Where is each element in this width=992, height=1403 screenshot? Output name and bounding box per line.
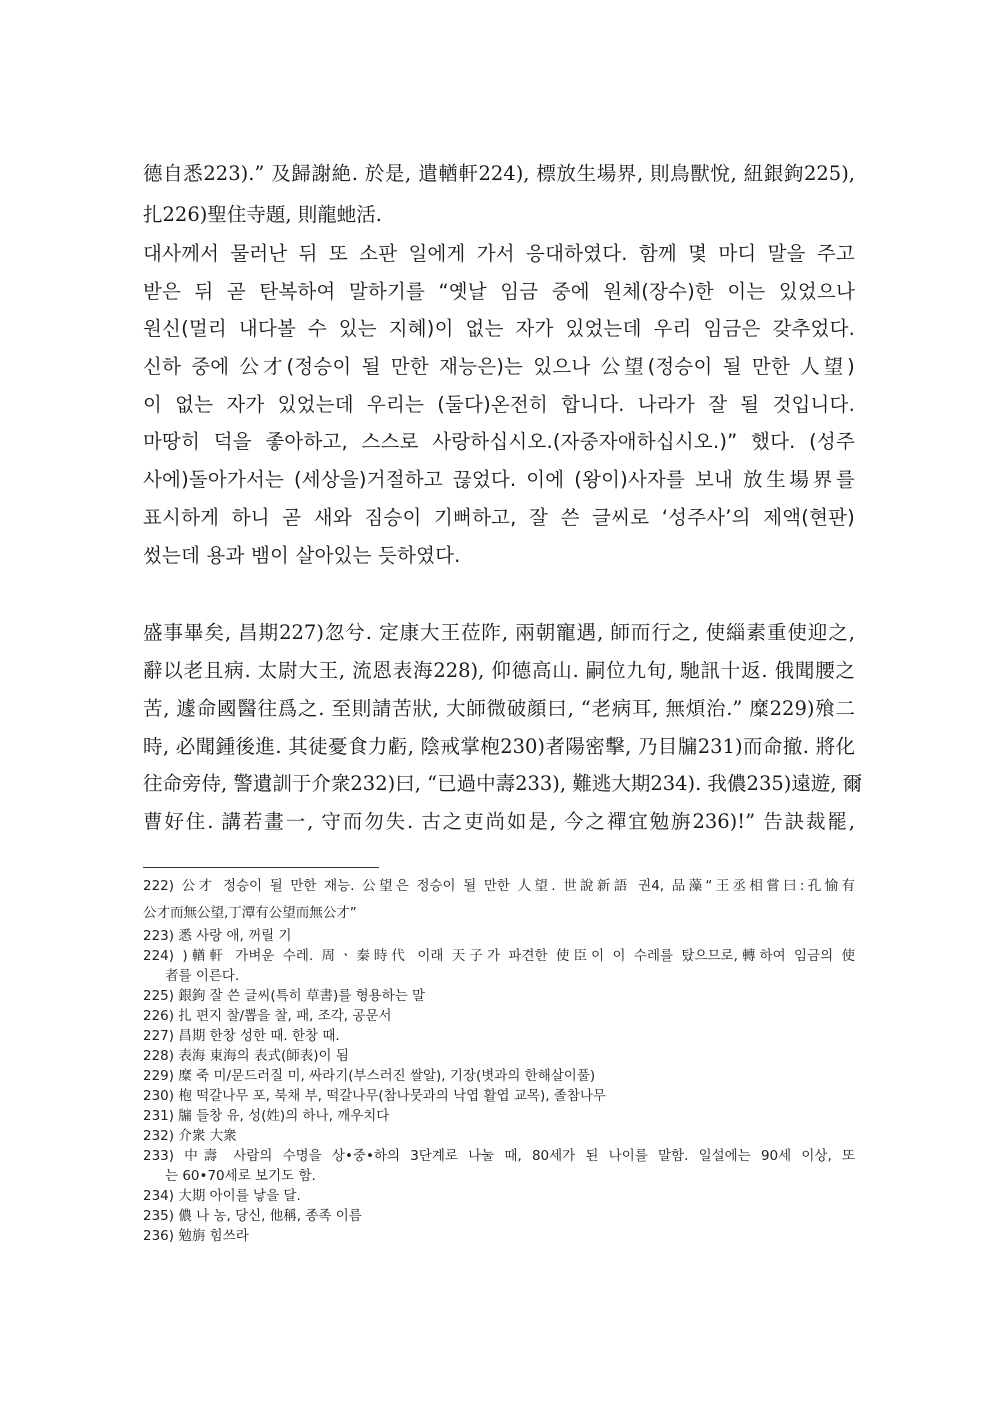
footnote: 230) 枹 떡갈나무 포, 북채 부, 떡갈나무(참나뭇과의 낙엽 활엽 교목), 졸참나무 [143, 1088, 606, 1104]
footnote-separator [143, 867, 379, 868]
korean-line: 사에)돌아가서는 (세상을)거절하고 끊었다. 이에 (왕이)사자를 보내 放生場界를 [143, 468, 855, 491]
korean-line: 원신(멀리 내다볼 수 있는 지혜)이 없는 자가 있었는데 우리 임금은 갖추었다. [143, 317, 855, 340]
hanja-line: 苦, 遽命國醫往爲之. 至則請苦狀, 大師微破顔曰, “老病耳, 無煩治.” 糜229)飱二 [143, 697, 855, 720]
footnote: 233) 中壽 사람의 수명을 상•중•하의 3단계로 나눌 때, 80세가 된 나이를 말함. 일설에는 90세 이상, 또 [143, 1148, 855, 1164]
footnote: 235) 儂 나 농, 당신, 他稱, 종족 이름 [143, 1208, 362, 1224]
footnote: 229) 糜 죽 미/문드러질 미, 싸라기(부스러진 쌀알), 기장(볏과의 한해살이풀) [143, 1068, 596, 1084]
footnote: 231) 牖 들창 유, 성(姓)의 하나, 깨우치다 [143, 1108, 390, 1124]
footnote: 228) 表海 東海의 表式(師表)이 됨 [143, 1048, 349, 1064]
hanja-line: 扎226)聖住寺題, 則龍虵活. [143, 203, 382, 226]
hanja-line: 辭以老且病. 太尉大王, 流恩表海228), 仰德高山. 嗣位九旬, 馳訊十返. 俄聞腰之 [143, 659, 855, 682]
hanja-line: 往命旁侍, 警遺訓于介衆232)曰, “已過中壽233), 難逃大期234). 我儂235)遠遊, 爾 [143, 772, 863, 795]
footnote: 는 60•70세로 보기도 함. [165, 1168, 316, 1184]
footnote: 234) 大期 아이를 낳을 달. [143, 1188, 301, 1204]
footnote: 224) )輶軒 가벼운 수레. 周ㆍ秦時代 이래 天子가 파견한 使臣이 이 수레를 탔으므로,轉하여 임금의 使 [143, 948, 855, 964]
footnote: 226) 扎 편지 찰/뽑을 찰, 패, 조각, 공문서 [143, 1008, 392, 1024]
korean-line: 신하 중에 公才(정승이 될 만한 재능은)는 있으나 公望(정승이 될 만한 人望) [143, 355, 855, 378]
korean-line: 마땅히 덕을 좋아하고, 스스로 사랑하십시오.(자중자애하십시오.)” 했다. (성주 [143, 430, 855, 453]
footnote: 223) 悉 사랑 애, 꺼릴 기 [143, 928, 292, 944]
hanja-line: 德自悉223).” 及歸謝絶. 於是, 遣輶軒224), 標放生場界, 則鳥獸悅, 紐銀鉤225), [143, 162, 855, 185]
korean-line: 이 없는 자가 있었는데 우리는 (둘다)온전히 합니다. 나라가 잘 될 것입니다. [143, 393, 855, 416]
footnote: 227) 昌期 한창 성한 때. 한창 때. [143, 1028, 340, 1044]
korean-line: 대사께서 물러난 뒤 또 소판 일에게 가서 응대하였다. 함께 몇 마디 말을 주고 [143, 242, 855, 265]
hanja-line: 時, 必聞鍾後進. 其徒憂食力虧, 陰戒掌枹230)者陽密擊, 乃目牖231)而命撤. 將化 [143, 735, 855, 758]
hanja-line: 盛事畢矣, 昌期227)忽兮. 定康大王莅阼, 兩朝寵遇, 師而行之, 使緇素重使迎之, [143, 621, 855, 644]
footnote: 225) 銀鉤 잘 쓴 글씨(특히 草書)를 형용하는 말 [143, 988, 426, 1004]
footnote: 236) 勉旃 힘쓰라 [143, 1228, 249, 1244]
hanja-line: 曹好住. 講若畫一, 守而勿失. 古之吏尚如是, 今之禪宜勉旃236)!” 告訣裁罷, [143, 810, 855, 833]
korean-line: 표시하게 하니 곧 새와 짐승이 기뻐하고, 잘 쓴 글씨로 ‘성주사’의 제액(현판) [143, 506, 855, 529]
footnote: 者를 이른다. [165, 968, 240, 984]
korean-line: 받은 뒤 곧 탄복하여 말하기를 “옛날 임금 중에 원체(장수)한 이는 있었으나 [143, 280, 855, 303]
footnote: 232) 介衆 大衆 [143, 1128, 237, 1144]
footnote: 222) 公才 정승이 될 만한 재능. 公望은 정승이 될 만한 人望. 世說新語 권4, 品藻“王丞相嘗曰:孔愉有 [143, 878, 855, 894]
footnote: 公才而無公望,丁潭有公望而無公才” [143, 905, 357, 921]
korean-line: 썼는데 용과 뱀이 살아있는 듯하였다. [143, 544, 461, 567]
